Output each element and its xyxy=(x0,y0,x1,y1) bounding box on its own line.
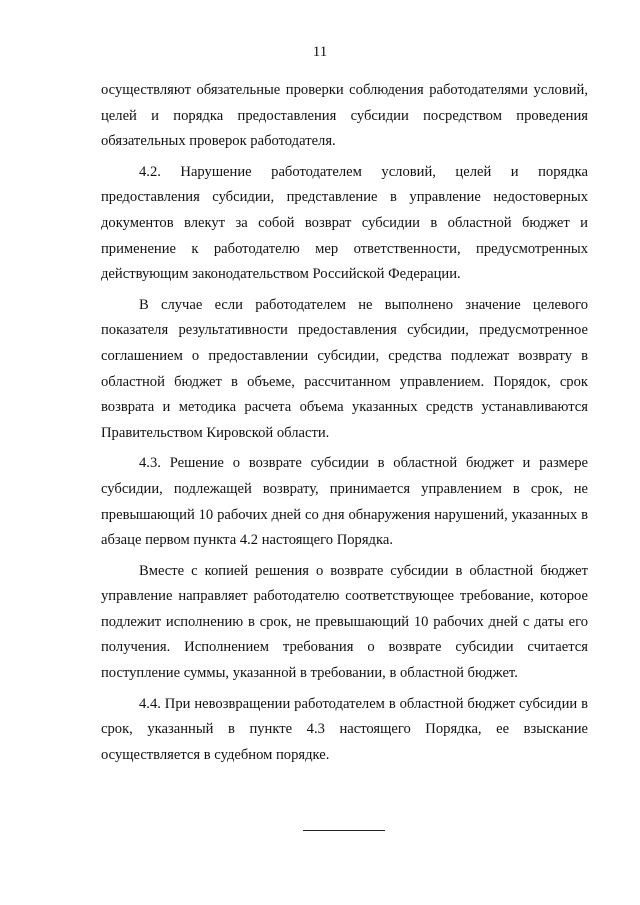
end-rule xyxy=(303,830,385,831)
document-body xyxy=(101,78,588,773)
page-number: 11 xyxy=(312,44,328,60)
paragraph-4-4: 4.4. При невозвращении работодателем в областной бюджет субсидии в срок, указанный в пункте 4.3 настоящего Порядка, ее взыскание осуществляется в судебном порядке. xyxy=(101,695,588,763)
paragraph-target-indicator: В случае если работодателем не выполнено значение целевого показателя результативности предоставления субсидии, предусмотренное соглашением о предоставлении субсидии, средства подлежат возврату в областной бюджет в объеме, рассчитанном управлением. Порядок, срок возврата и методика расчета объема указанных средств устанавливаются Правительством Кировской области. xyxy=(101,296,588,441)
paragraph-requirement: Вместе с копией решения о возврате субсидии в областной бюджет управление направляет работодателю соответствующее требование, которое подлежит исполнению в срок, не превышающий 10 рабочих дней с даты его получения. Исполнением требования о возврате субсидии считается поступление суммы, указанной в требовании, в областной бюджет. xyxy=(101,562,588,682)
paragraph-continuation: осуществляют обязательные проверки соблюдения работодателями условий, целей и порядка предоставления субсидии посредством проведения обязательных проверок работодателя. xyxy=(101,82,588,150)
paragraph-4-3: 4.3. Решение о возврате субсидии в областной бюджет и размере субсидии, подлежащей возврату, принимается управлением в срок, не превышающий 10 рабочих дней со дня обнаружения нарушений, указанных в абзаце первом пункта 4.2 настоящего Порядка. xyxy=(101,455,588,549)
paragraph-4-2: 4.2. Нарушение работодателем условий, целей и порядка предоставления субсидии, представление в управление недостоверных документов влекут за собой возврат субсидии в областной бюджет и применение к работодателю мер ответственности, предусмотренных действующим законодательством Российской Федерации. xyxy=(101,163,588,283)
